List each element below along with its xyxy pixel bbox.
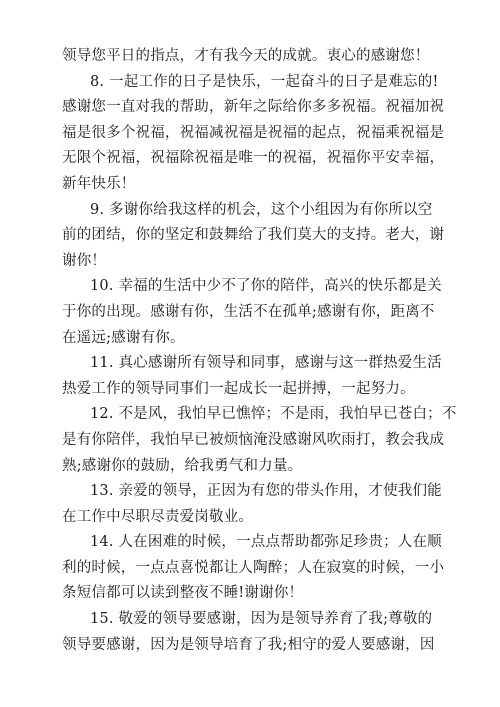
text-line-23: 15. 敬爱的领导要感谢，因为是领导养育了我;尊敬的 <box>90 611 433 628</box>
text-line-2: 8. 一起工作的日子是快乐，一起奋斗的日子是难忘的! <box>90 73 439 90</box>
text-line-22: 条短信都可以读到整夜不睡!谢谢你！ <box>62 585 304 602</box>
text-line-14: 热爱工作的领导同事们一起成长一起拼搏，一起努力。 <box>62 380 415 397</box>
text-line-1: 领导您平日的指点，才有我今天的成就。衷心的感谢您！ <box>62 48 430 64</box>
text-line-12: 在遥远;感谢有你。 <box>62 329 185 346</box>
text-line-21: 利的时候，一点点喜悦都让人陶醉；人在寂寞的时候，一小 <box>62 559 445 576</box>
text-line-20: 14. 人在困难的时候，一点点帮助都弥足珍贵；人在顺 <box>90 534 442 551</box>
text-line-8: 前的团结，你的坚定和鼓舞给了我们莫大的支持。老大，谢 <box>62 227 445 244</box>
text-line-3: 感谢您一直对我的帮助，新年之际给你多多祝福。祝福加祝 <box>62 99 445 116</box>
text-line-4: 福是很多个祝福，祝福减祝福是祝福的起点，祝福乘祝福是 <box>62 124 445 141</box>
text-line-17: 熟;感谢你的鼓励，给我勇气和力量。 <box>62 457 303 474</box>
text-line-19: 在工作中尽职尽责爱岗敬业。 <box>62 508 254 525</box>
text-line-16: 是有你陪伴，我怕早已被烦恼淹没感谢风吹雨打，教会我成 <box>62 431 445 448</box>
text-line-13: 11. 真心感谢所有领导和同事，感谢与这一群热爱生活 <box>90 355 442 372</box>
text-line-6: 新年快乐！ <box>62 175 136 192</box>
text-line-9: 谢你！ <box>62 252 107 269</box>
document-page <box>62 44 457 658</box>
text-line-18: 13. 亲爱的领导，正因为有您的带头作用，才使我们能 <box>90 483 442 500</box>
text-line-5: 无限个祝福，祝福除祝福是唯一的祝福，祝福你平安幸福， <box>62 150 445 167</box>
text-line-11: 于你的出现。感谢有你，生活不在孤单;感谢有你，距离不 <box>62 303 435 320</box>
text-line-15: 12. 不是风，我怕早已憔悴；不是雨，我怕早已苍白；不 <box>90 406 457 423</box>
text-line-10: 10. 幸福的生活中少不了你的陪伴，高兴的快乐都是关 <box>90 278 442 295</box>
text-line-7: 9. 多谢你给我这样的机会，这个小组因为有你所以空 <box>90 201 433 218</box>
text-line-24: 领导要感谢，因为是领导培育了我;相守的爱人要感谢，因 <box>62 636 435 653</box>
